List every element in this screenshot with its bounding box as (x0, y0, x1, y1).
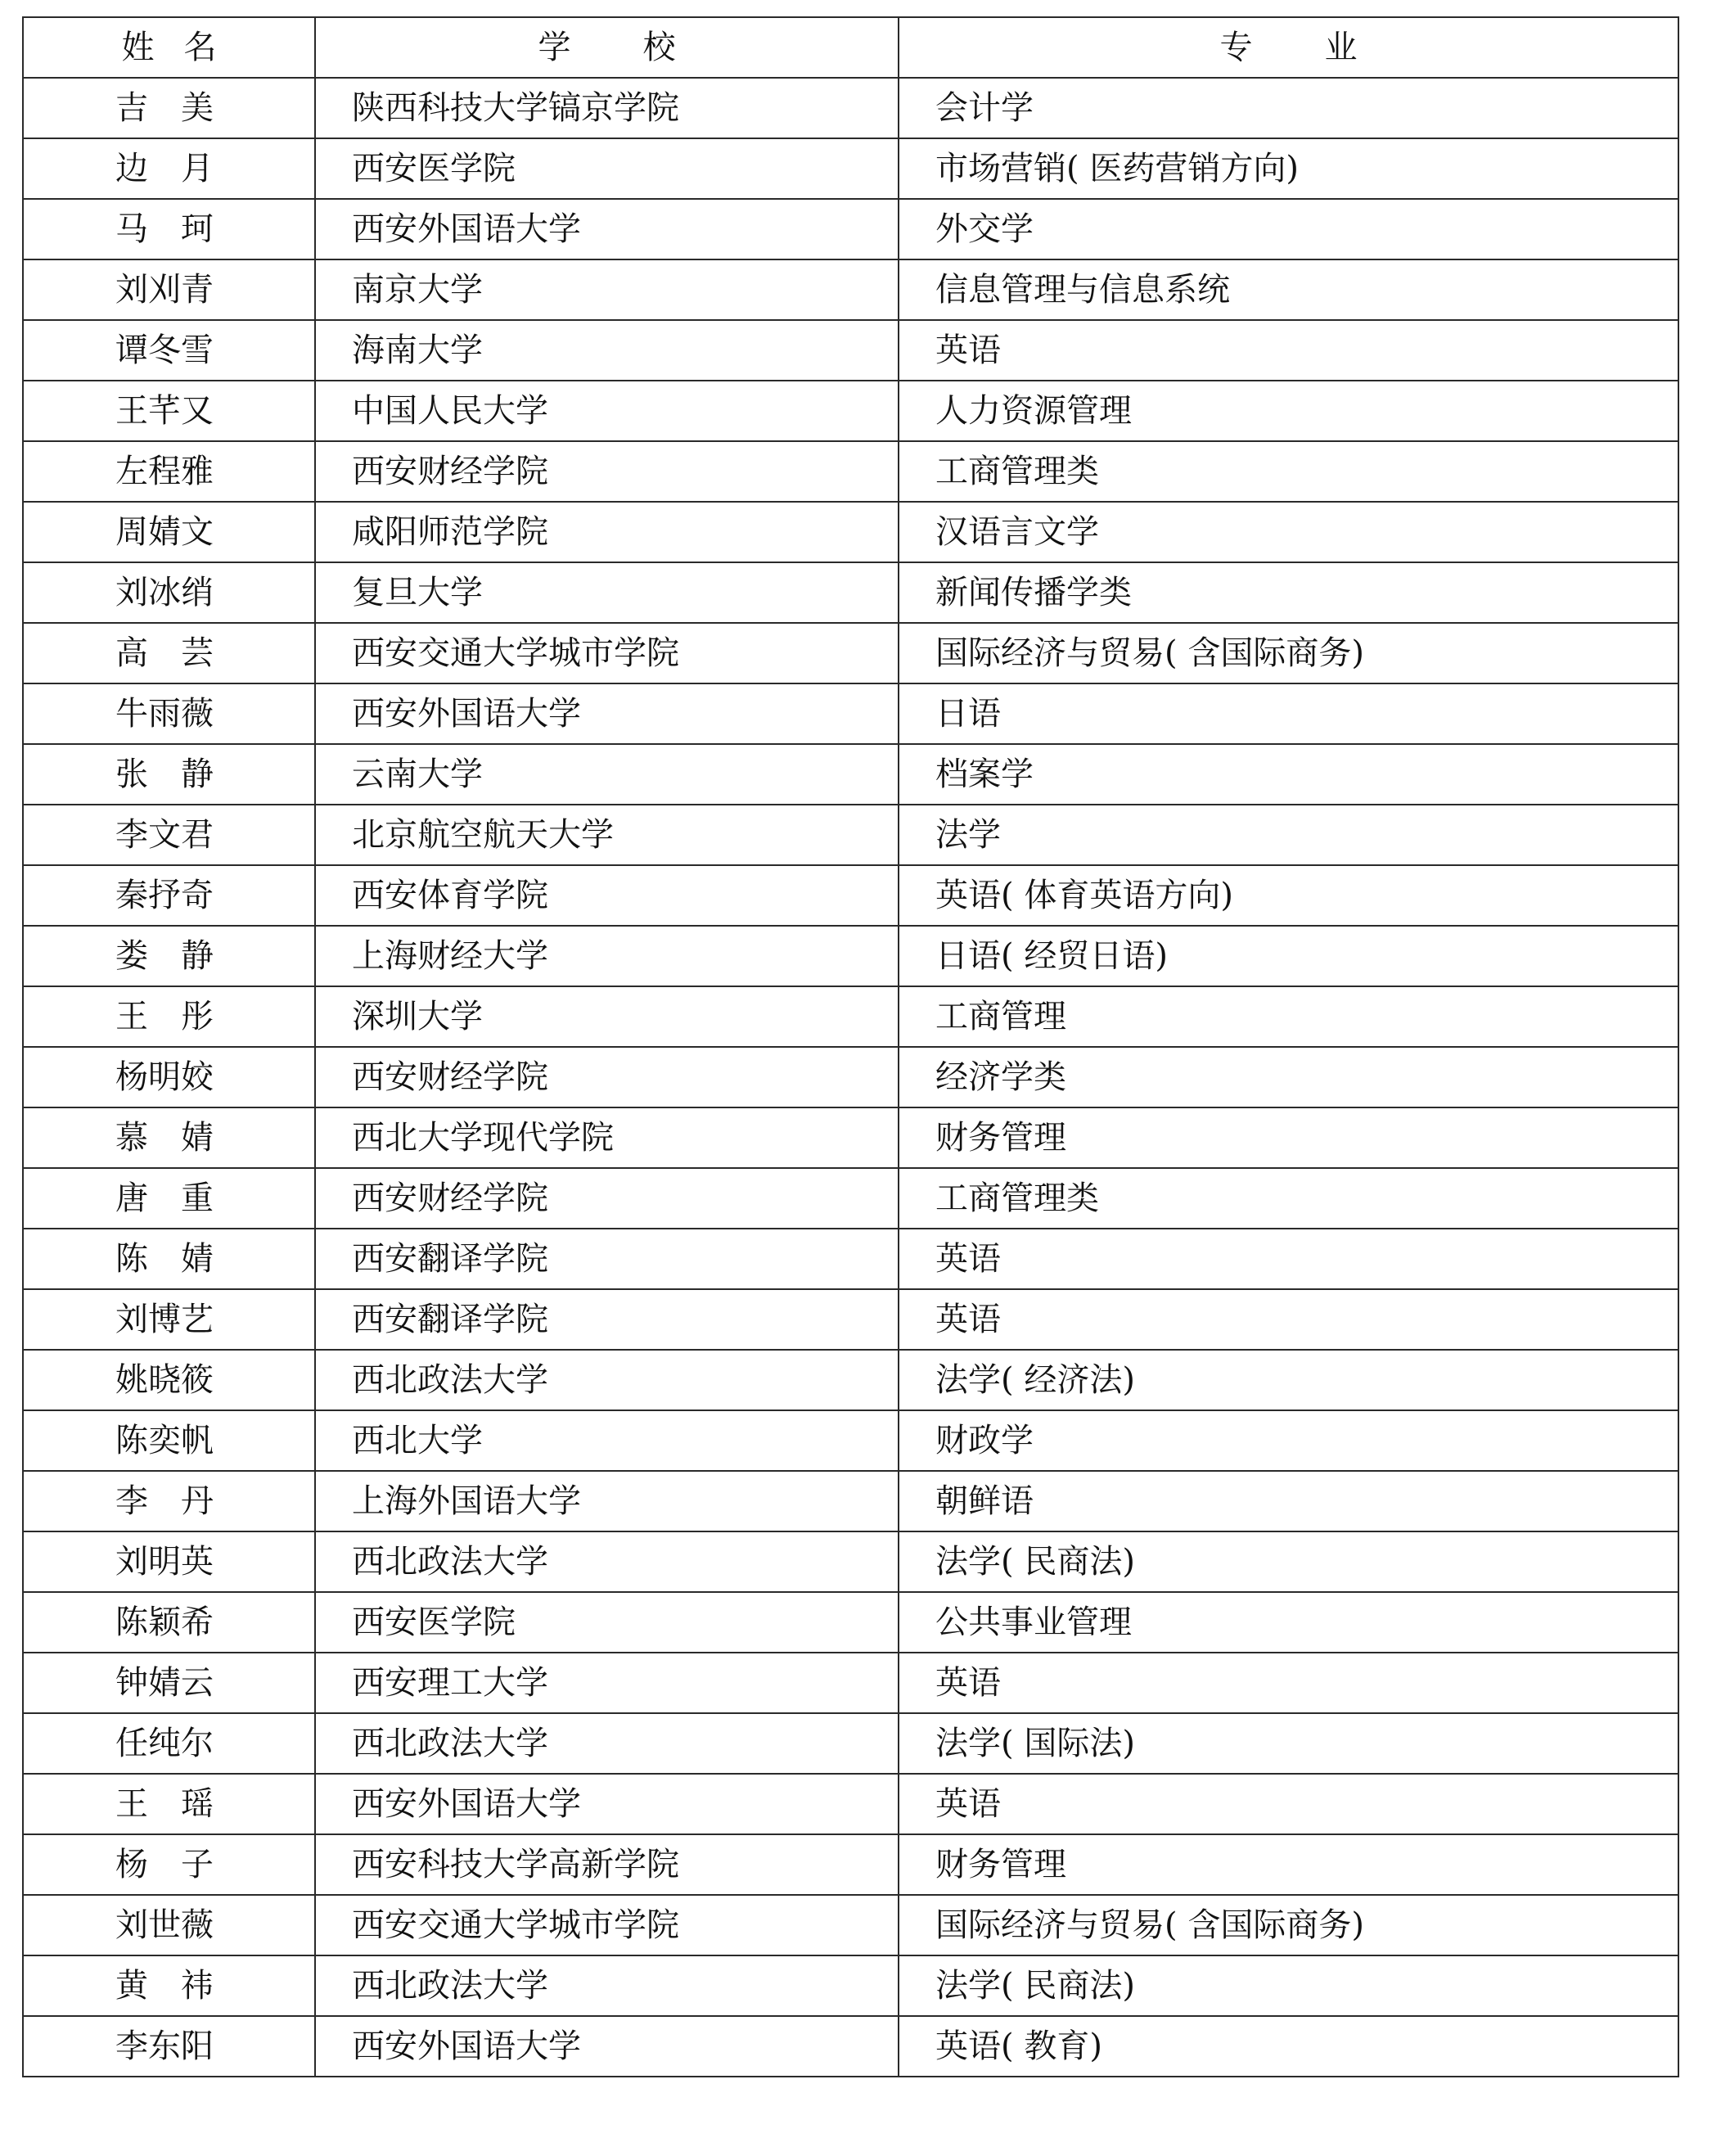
table-row (23, 381, 1678, 441)
student-name-cell: 陈颖希 (23, 1592, 315, 1653)
major-cell: 英语( 教育) (899, 2016, 1678, 2077)
table-row (23, 1410, 1678, 1471)
major-cell: 法学( 国际法) (899, 1713, 1678, 1774)
table-row (23, 1592, 1678, 1653)
major-cell: 工商管理类 (899, 441, 1678, 502)
table-row (23, 683, 1678, 744)
student-name-cell: 张 静 (23, 744, 315, 805)
major-cell: 公共事业管理 (899, 1592, 1678, 1653)
admission-table (22, 16, 1679, 2077)
major-cell: 档案学 (899, 744, 1678, 805)
student-name-cell: 李东阳 (23, 2016, 315, 2077)
student-name-cell: 任纯尔 (23, 1713, 315, 1774)
student-name-cell: 慕 婧 (23, 1107, 315, 1168)
student-name-cell: 左程雅 (23, 441, 315, 502)
major-cell: 日语 (899, 683, 1678, 744)
student-name-cell: 李文君 (23, 805, 315, 865)
major-cell: 信息管理与信息系统 (899, 259, 1678, 320)
school-cell: 西安外国语大学 (315, 2016, 899, 2077)
major-cell: 工商管理 (899, 986, 1678, 1047)
table-row (23, 1289, 1678, 1350)
major-cell: 人力资源管理 (899, 381, 1678, 441)
table-row (23, 1471, 1678, 1531)
table-row (23, 1774, 1678, 1834)
student-name-cell: 陈 婧 (23, 1229, 315, 1289)
student-name-cell: 杨 子 (23, 1834, 315, 1895)
school-cell: 西安交通大学城市学院 (315, 1895, 899, 1955)
table-row (23, 1350, 1678, 1410)
student-name-cell: 李 丹 (23, 1471, 315, 1531)
table-row (23, 1955, 1678, 2016)
school-cell: 西安翻译学院 (315, 1229, 899, 1289)
table-row (23, 78, 1678, 138)
school-cell: 复旦大学 (315, 562, 899, 623)
school-cell: 上海财经大学 (315, 926, 899, 986)
table-row (23, 138, 1678, 199)
major-cell: 财务管理 (899, 1107, 1678, 1168)
school-cell: 海南大学 (315, 320, 899, 381)
table-row (23, 986, 1678, 1047)
student-name-cell: 陈奕帆 (23, 1410, 315, 1471)
school-cell: 西北大学现代学院 (315, 1107, 899, 1168)
student-name-cell: 马 珂 (23, 199, 315, 259)
school-cell: 陕西科技大学镐京学院 (315, 78, 899, 138)
table-row (23, 805, 1678, 865)
major-cell: 国际经济与贸易( 含国际商务) (899, 1895, 1678, 1955)
school-cell: 南京大学 (315, 259, 899, 320)
school-cell: 西安财经学院 (315, 1047, 899, 1107)
school-cell: 北京航空航天大学 (315, 805, 899, 865)
table-body (23, 78, 1678, 2077)
table-row (23, 1834, 1678, 1895)
student-name-cell: 牛雨薇 (23, 683, 315, 744)
major-cell: 外交学 (899, 199, 1678, 259)
school-cell: 西安外国语大学 (315, 683, 899, 744)
student-name-cell: 王芊又 (23, 381, 315, 441)
school-cell: 西北政法大学 (315, 1955, 899, 2016)
student-name-cell: 姚晓筱 (23, 1350, 315, 1410)
major-cell: 英语( 体育英语方向) (899, 865, 1678, 926)
school-cell: 上海外国语大学 (315, 1471, 899, 1531)
table-row (23, 441, 1678, 502)
school-cell: 西北政法大学 (315, 1713, 899, 1774)
school-cell: 西北大学 (315, 1410, 899, 1471)
admission-list-sheet (22, 16, 1678, 2145)
student-name-cell: 周婧文 (23, 502, 315, 562)
table-row (23, 623, 1678, 683)
student-name-cell: 黄 祎 (23, 1955, 315, 2016)
table-row (23, 1229, 1678, 1289)
table-row (23, 259, 1678, 320)
school-cell: 西安交通大学城市学院 (315, 623, 899, 683)
student-name-cell: 秦抒奇 (23, 865, 315, 926)
major-cell: 财务管理 (899, 1834, 1678, 1895)
table-row (23, 1713, 1678, 1774)
school-cell: 云南大学 (315, 744, 899, 805)
table-row (23, 320, 1678, 381)
table-row (23, 199, 1678, 259)
school-cell: 深圳大学 (315, 986, 899, 1047)
student-name-cell: 刘明英 (23, 1531, 315, 1592)
school-cell: 西北政法大学 (315, 1531, 899, 1592)
school-cell: 咸阳师范学院 (315, 502, 899, 562)
column-header-school: 学校 (315, 17, 899, 78)
table-row (23, 1531, 1678, 1592)
major-cell: 市场营销( 医药营销方向) (899, 138, 1678, 199)
student-name-cell: 刘刈青 (23, 259, 315, 320)
major-cell: 新闻传播学类 (899, 562, 1678, 623)
student-name-cell: 钟婧云 (23, 1653, 315, 1713)
table-row (23, 2016, 1678, 2077)
major-cell: 国际经济与贸易( 含国际商务) (899, 623, 1678, 683)
student-name-cell: 刘博艺 (23, 1289, 315, 1350)
student-name-cell: 刘冰绡 (23, 562, 315, 623)
major-cell: 法学( 经济法) (899, 1350, 1678, 1410)
student-name-cell: 高 芸 (23, 623, 315, 683)
table-row (23, 926, 1678, 986)
table-row (23, 1168, 1678, 1229)
major-cell: 日语( 经贸日语) (899, 926, 1678, 986)
table-row (23, 1895, 1678, 1955)
major-cell: 朝鲜语 (899, 1471, 1678, 1531)
student-name-cell: 王 瑶 (23, 1774, 315, 1834)
major-cell: 会计学 (899, 78, 1678, 138)
student-name-cell: 王 彤 (23, 986, 315, 1047)
school-cell: 西安财经学院 (315, 441, 899, 502)
school-cell: 西安医学院 (315, 1592, 899, 1653)
school-cell: 西北政法大学 (315, 1350, 899, 1410)
major-cell: 法学( 民商法) (899, 1531, 1678, 1592)
major-cell: 英语 (899, 1653, 1678, 1713)
table-row (23, 865, 1678, 926)
table-row (23, 562, 1678, 623)
student-name-cell: 谭冬雪 (23, 320, 315, 381)
student-name-cell: 娄 静 (23, 926, 315, 986)
school-cell: 西安翻译学院 (315, 1289, 899, 1350)
school-cell: 西安财经学院 (315, 1168, 899, 1229)
table-row (23, 502, 1678, 562)
school-cell: 西安外国语大学 (315, 199, 899, 259)
major-cell: 英语 (899, 1289, 1678, 1350)
school-cell: 西安外国语大学 (315, 1774, 899, 1834)
major-cell: 法学 (899, 805, 1678, 865)
school-cell: 西安科技大学高新学院 (315, 1834, 899, 1895)
major-cell: 法学( 民商法) (899, 1955, 1678, 2016)
student-name-cell: 杨明姣 (23, 1047, 315, 1107)
major-cell: 工商管理类 (899, 1168, 1678, 1229)
table-row (23, 1047, 1678, 1107)
major-cell: 经济学类 (899, 1047, 1678, 1107)
school-cell: 中国人民大学 (315, 381, 899, 441)
major-cell: 汉语言文学 (899, 502, 1678, 562)
student-name-cell: 刘世薇 (23, 1895, 315, 1955)
table-row (23, 744, 1678, 805)
school-cell: 西安医学院 (315, 138, 899, 199)
table-row (23, 1107, 1678, 1168)
table-row (23, 1653, 1678, 1713)
column-header-major: 专业 (899, 17, 1678, 78)
student-name-cell: 唐 重 (23, 1168, 315, 1229)
student-name-cell: 吉 美 (23, 78, 315, 138)
major-cell: 英语 (899, 1229, 1678, 1289)
student-name-cell: 边 月 (23, 138, 315, 199)
major-cell: 财政学 (899, 1410, 1678, 1471)
school-cell: 西安体育学院 (315, 865, 899, 926)
column-header-name: 姓名 (23, 17, 315, 78)
major-cell: 英语 (899, 1774, 1678, 1834)
school-cell: 西安理工大学 (315, 1653, 899, 1713)
header-row (23, 17, 1678, 78)
major-cell: 英语 (899, 320, 1678, 381)
